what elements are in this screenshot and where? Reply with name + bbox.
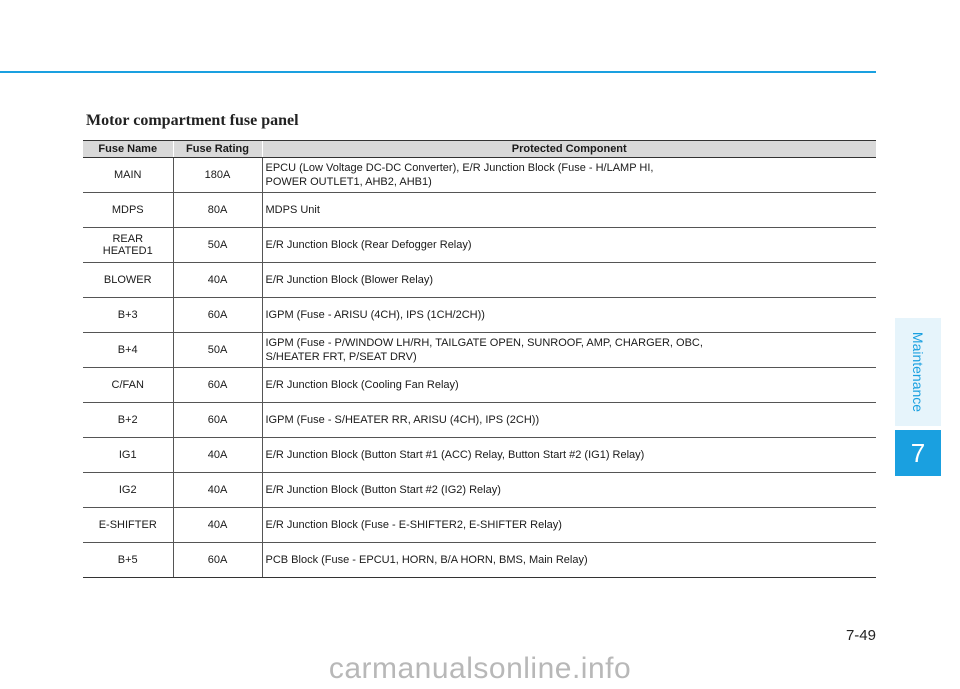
watermark: carmanualsonline.info (328, 652, 632, 685)
fuse-rating-cell: 40A (173, 438, 262, 473)
page-number: 7-49 (845, 627, 876, 644)
header-protected-component: Protected Component (262, 141, 876, 158)
fuse-rating-cell: 80A (173, 193, 262, 228)
protected-component-cell: E/R Junction Block (Cooling Fan Relay) (262, 368, 876, 403)
fuse-table (83, 140, 876, 578)
chapter-number-badge: 7 (895, 430, 941, 476)
section-label: Maintenance (910, 331, 926, 413)
fuse-name-cell: IG1 (83, 438, 173, 473)
fuse-name-cell: MDPS (83, 193, 173, 228)
fuse-name-cell: B+3 (83, 298, 173, 333)
protected-component-cell: E/R Junction Block (Rear Defogger Relay) (262, 228, 876, 263)
fuse-rating-cell: 50A (173, 228, 262, 263)
fuse-rating-cell: 40A (173, 473, 262, 508)
fuse-rating-cell: 40A (173, 263, 262, 298)
table-row (83, 543, 876, 578)
protected-component-cell: IGPM (Fuse - S/HEATER RR, ARISU (4CH), IPS (2CH)) (262, 403, 876, 438)
table-row (83, 368, 876, 403)
fuse-name-cell: MAIN (83, 158, 173, 193)
fuse-rating-cell: 50A (173, 333, 262, 368)
fuse-rating-cell: 60A (173, 543, 262, 578)
table-row (83, 403, 876, 438)
fuse-rating-cell: 180A (173, 158, 262, 193)
header-fuse-name: Fuse Name (83, 141, 173, 158)
table-row (83, 263, 876, 298)
protected-component-cell: E/R Junction Block (Button Start #2 (IG2) Relay) (262, 473, 876, 508)
page-title: Motor compartment fuse panel (86, 112, 299, 129)
fuse-name-cell: BLOWER (83, 263, 173, 298)
fuse-rating-cell: 60A (173, 298, 262, 333)
fuse-rating-cell: 60A (173, 403, 262, 438)
table-row (83, 508, 876, 543)
fuse-name-cell: B+5 (83, 543, 173, 578)
protected-component-cell: EPCU (Low Voltage DC-DC Converter), E/R Junction Block (Fuse - H/LAMP HI, POWER OUTLET1, AHB2, AHB1) (262, 158, 876, 193)
fuse-name-cell: C/FAN (83, 368, 173, 403)
table-row (83, 228, 876, 263)
header-fuse-rating: Fuse Rating (173, 141, 262, 158)
top-rule (0, 71, 876, 73)
protected-component-cell: MDPS Unit (262, 193, 876, 228)
fuse-name-cell: REAR HEATED1 (83, 228, 173, 263)
protected-component-cell: IGPM (Fuse - ARISU (4CH), IPS (1CH/2CH)) (262, 298, 876, 333)
fuse-rating-cell: 60A (173, 368, 262, 403)
table-row (83, 298, 876, 333)
protected-component-cell: IGPM (Fuse - P/WINDOW LH/RH, TAILGATE OPEN, SUNROOF, AMP, CHARGER, OBC, S/HEATER FRT, P/SEAT DRV) (262, 333, 876, 368)
protected-component-cell: E/R Junction Block (Blower Relay) (262, 263, 876, 298)
fuse-name-cell: IG2 (83, 473, 173, 508)
table-header-row (83, 141, 876, 158)
table-row (83, 438, 876, 473)
protected-component-cell: E/R Junction Block (Button Start #1 (ACC) Relay, Button Start #2 (IG1) Relay) (262, 438, 876, 473)
protected-component-cell: PCB Block (Fuse - EPCU1, HORN, B/A HORN, BMS, Main Relay) (262, 543, 876, 578)
protected-component-cell: E/R Junction Block (Fuse - E-SHIFTER2, E-SHIFTER Relay) (262, 508, 876, 543)
fuse-name-cell: B+4 (83, 333, 173, 368)
fuse-name-cell: E-SHIFTER (83, 508, 173, 543)
table-row (83, 158, 876, 193)
fuse-name-cell: B+2 (83, 403, 173, 438)
fuse-rating-cell: 40A (173, 508, 262, 543)
table-row (83, 473, 876, 508)
table-row (83, 333, 876, 368)
table-row (83, 193, 876, 228)
